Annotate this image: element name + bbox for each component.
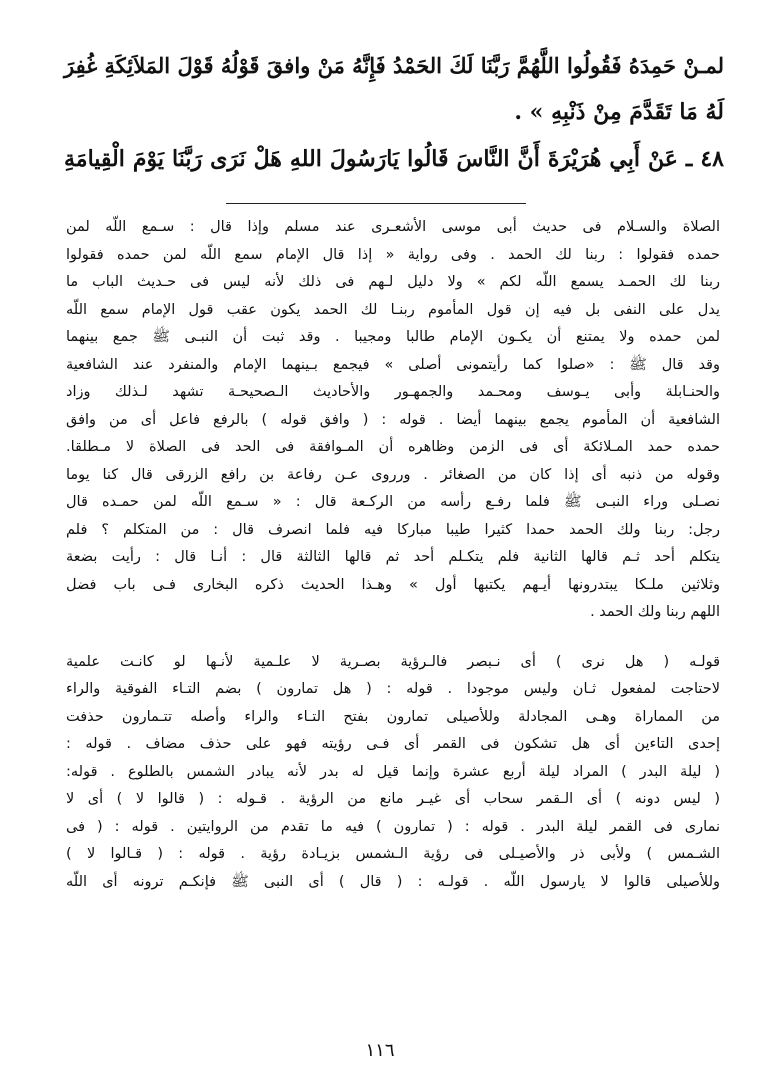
text-line: وثلاثين ملـكا يبتدرونها أيـهم يكتبها أول » وهـذا الحديث ذكره البخارى فـى باب فضل [66, 576, 720, 593]
text-line: لاحتاجت لمفعول ثـان وليس موجودا . قوله : ( هل تمارون ) بضم التـاء الفوقية والراء [66, 681, 720, 697]
text-line: والحنـابلة وأبى يـوسف ومحـمد والجمهـور والأحاديث الـصحيحـة تشهد لـذلك وزاد [66, 384, 720, 400]
text-line: قولـه ( هل نرى ) أى نـبصر فالـرؤية بصـرية لا علـمية لأنـها لو كانـت علمية [66, 653, 720, 670]
hadith-line: ٤٨ ـ عَنْ أَبِي هُرَيْرَةَ أَنَّ النَّاسَ قَالُوا يَارَسُولَ اللهِ هَلْ نَرَى رَبَّنَا يَوْمَ الْقِيامَةِ [64, 146, 724, 172]
text-line: وللأصيلى قالوا لا يارسول اللّه . قولـه : ( قال ) أى النبى ﷺ فإنكـم ترونه أى اللّه [66, 873, 720, 890]
text-line: حمده حمد المـلائكة أى فى الزمن وظاهره أن المـوافقة فى الحد فى الصلاة لا مـطلقا. [66, 439, 720, 455]
text-line: رجل: ربنا ولك الحمد حمدا كثيرا طيبا مباركا فيه فلما انصرف قال : من المتكلم ؟ فلم [66, 521, 720, 538]
text-line: الشافعية أن المأموم يجمع بينهما أيضا . قوله : ( وافق قوله ) بالرفع فاعل أى من وافق [66, 411, 720, 428]
page-number: ١١٦ [365, 1040, 395, 1061]
text-line: الصلاة والسـلام فى حديث أبى موسى الأشعـرى عند مسلم وإذا قال : سـمع اللّه لمن [66, 219, 720, 235]
text-line: وقوله من ذنبه أى إذا كان من الصغائر . ورروى عـن رفاعة بن رافع الزرقى قال كنا يوما [66, 466, 720, 483]
hadith-text [64, 42, 724, 183]
text-line: ربنا لك الحمـد يسمع اللّه لكم » ولا دليل لـهم فى ذلك لأنه ليس فى حـديث الباب ما [66, 274, 720, 290]
text-line: اللهم ربنا ولك الحمد . [590, 604, 720, 620]
text-line: لمن حمده ولا يمتنع أن يكـون الإمام طالبا ومجيبا . وقد ثبت أن النبـى ﷺ جمع بينهما [66, 329, 720, 345]
hadith-line: لَهُ مَا تَقَدَّمَ مِنْ ذَنْبِهِ » . [514, 99, 724, 125]
text-line: الشـمس ) ولأبى ذر والأصيـلى فى رؤية الـشمس بزيـادة رؤية . قوله : ( قـالوا لا ) [66, 846, 720, 862]
hadith-line: لمـنْ حَمِدَهُ فَقُولُوا اللَّهُمَّ رَبَّنَا لَكَ الحَمْدُ فَإِنَّهُ مَنْ وافقَ قَوْلُهُ قَوْلَ المَلاَئِكَةِ غُفِرَ [64, 53, 724, 78]
text-line: حمده فقولوا : ربنا لك الحمد . وفى رواية « إذا قال الإمام سمع اللّه لمن حمده فقولوا [66, 246, 720, 263]
text-line: نصـلى وراء النبـى ﷺ فلما رفـع رأسه من الركـعة قال : « سـمع اللّه لمن حمـده قال [66, 494, 720, 510]
text-line: ( ليس دونه ) أى الـقمر سحاب أى غيـر مانع من الرؤية . قـوله : ( قالوا لا ) أى لا [66, 791, 720, 807]
text-line: يدل على النفى بل فيه إن قول المأموم ربنـا لك الحمد يكون عقب قول الإمام سمع اللّه [66, 301, 720, 318]
commentary-paragraph [66, 214, 720, 627]
text-line: إحدى التاءين أى هل تشكون فى القمر أى فـى رؤيته فهو على حذف مضاف . قوله : [66, 736, 720, 752]
text-line: نمارى فى القمر ليلة البدر . قوله : ( تمارون ) فيه ما تقدم من الروايتين . قوله : ( فى [66, 818, 720, 835]
text-line: يتكلم أحد ثـم قالها الثانية فلم يتكـلم أحد ثم قالها الثالثة قال : أنـا قال : رأيت بضعة [66, 549, 720, 565]
text-line: وقد قال ﷺ : «صلوا كما رأيتمونى أصلى » فيجمع بـينهما الإمام والمنفرد عند الشافعية [66, 356, 720, 373]
commentary-text [66, 214, 720, 896]
text-line: ( ليلة البدر ) المراد ليلة أربع عشرة وإنما قيل له بدر لأنه يبادر الشمس بالطلوع . قوله: [66, 763, 720, 780]
footnote-separator [226, 203, 526, 204]
text-line: من المماراة وهـى المجادلة وللأصيلى تمارون بفتح التـاء والراء وأصله تتـمارون حذفت [66, 708, 720, 725]
commentary-paragraph [66, 649, 720, 897]
